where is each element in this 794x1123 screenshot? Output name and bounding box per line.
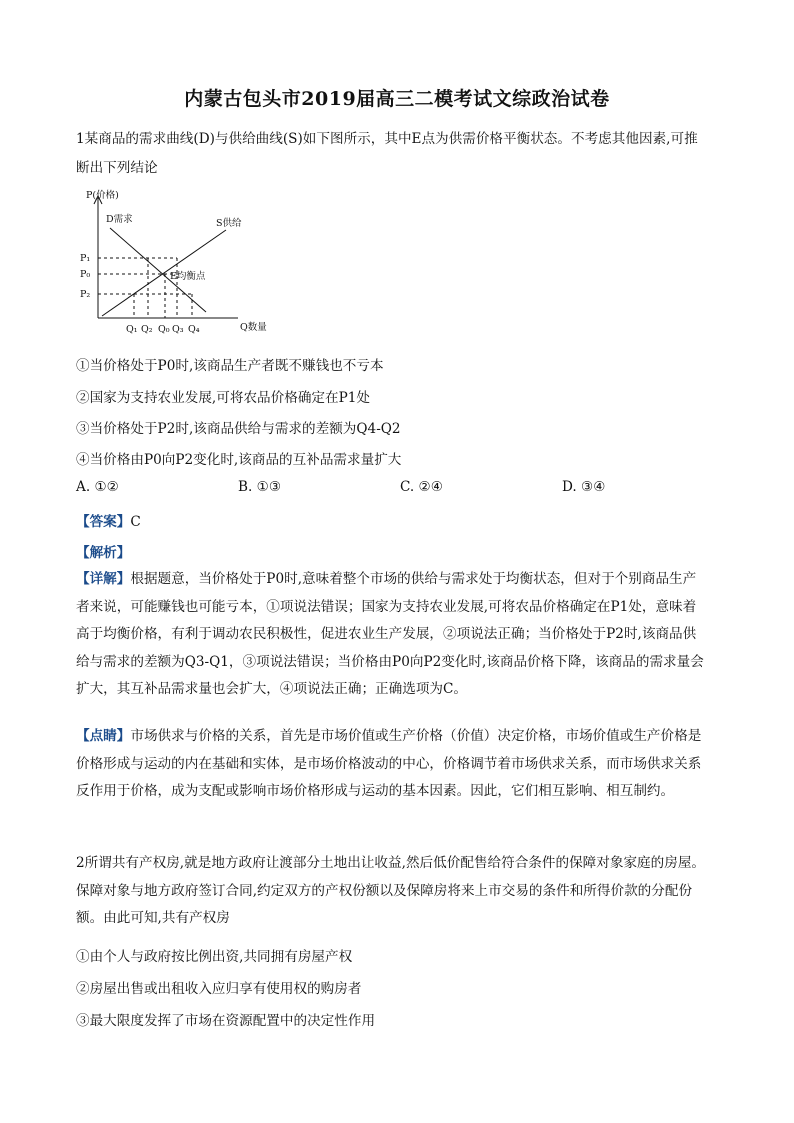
q2-stem-line-3: 额。由此可知,共有产权房 <box>76 910 230 926</box>
analysis-line <box>76 541 130 561</box>
q2-statement-2: ②房屋出售或出租收入应归享有使用权的购房者 <box>76 981 362 997</box>
tip-line-2: 价格形成与运动的内在基础和实体，是市场价格波动的中心，价格调节着市场供求关系，而市场供求关系 <box>76 755 702 772</box>
option-a: A. ①② <box>76 479 119 495</box>
q2-stem-line-1: 2所谓共有产权房,就是地方政府让渡部分土地出让收益,然后低价配售给符合条件的保障对象家庭的房屋。 <box>76 855 706 871</box>
detail-line-1: 根据题意，当价格处于P0时,意味着整个市场的供给与需求处于均衡状态，但对于个别商品生产 <box>130 571 697 587</box>
q1-stem-line-1: 1某商品的需求曲线(D)与供给曲线(S)如下图所示，其中E点为供需价格平衡状态。不考虑其他因素,可推 <box>76 131 698 147</box>
q2-stem-line-2: 保障对象与地方政府签订合同,约定双方的产权份额以及保障房将来上市交易的条件和所得价款的分配份 <box>76 882 693 899</box>
demand-curve <box>110 228 206 312</box>
y-tick-p2: P₂ <box>80 289 91 300</box>
option-d: D. ③④ <box>562 479 606 495</box>
q2-stem <box>76 850 726 933</box>
q2-statement-3: ③最大限度发挥了市场在资源配置中的决定性作用 <box>76 1013 376 1029</box>
detail-line-5: 扩大，其互补品需求量也会扩大，④项说法正确；正确选项为C。 <box>76 681 468 697</box>
detail-line-4: 给与需求的差额为Q3-Q1，③项说法错误；当价格由P0向P2变化时,该商品价格下降，该商品的需求量会 <box>76 653 704 670</box>
q1-statement-2: ②国家为支持农业发展,可将农品价格确定在P1处 <box>76 390 370 406</box>
y-tick-p0: P₀ <box>80 269 91 280</box>
detail-tag: 【详解】 <box>76 571 131 587</box>
tip-line-1: 市场供求与价格的关系，首先是市场价值或生产价格（价值）决定价格，市场价值或生产价格是 <box>130 728 702 744</box>
detail-line-2: 者来说，可能赚钱也可能亏本，①项说法错误；国家为支持农业发展,可将农品价格确定在P1处，意味着 <box>76 598 697 615</box>
q1-statement-1: ①当价格处于P0时,该商品生产者既不赚钱也不亏本 <box>76 358 384 374</box>
supply-demand-chart <box>78 186 278 338</box>
x-axis-label: Q数量 <box>240 322 267 333</box>
q1-stem-line-2: 断出下列结论 <box>76 160 158 176</box>
x-tick-q0: Q₀ <box>158 324 170 335</box>
y-tick-p1: P₁ <box>80 253 91 264</box>
answer-value: C <box>130 514 141 530</box>
equilibrium-label: E均衡点 <box>170 271 206 282</box>
supply-label: S供给 <box>216 218 242 229</box>
y-axis-label: P(价格) <box>86 190 119 201</box>
analysis-tag: 【解析】 <box>76 545 131 561</box>
option-b: B. ①③ <box>238 479 282 495</box>
x-tick-q4: Q₄ <box>188 324 200 335</box>
page-title: 内蒙古包头市2019届高三二模考试文综政治试卷 <box>184 88 610 110</box>
detail-paragraph <box>76 566 726 704</box>
q2-statement-1: ①由个人与政府按比例出资,共同拥有房屋产权 <box>76 949 353 965</box>
x-tick-q1: Q₁ <box>126 324 138 335</box>
tip-tag: 【点睛】 <box>76 728 131 744</box>
q1-options <box>76 479 716 499</box>
option-c: C. ②④ <box>400 479 443 495</box>
q1-statement-3: ③当价格处于P2时,该商品供给与需求的差额为Q4-Q2 <box>76 421 401 437</box>
supply-curve <box>102 230 226 316</box>
detail-line-3: 高于均衡价格，有利于调动农民积极性，促进农业生产发展，②项说法正确；当价格处于P2时,该商品供 <box>76 626 697 642</box>
x-tick-q3: Q₃ <box>172 324 184 335</box>
tip-paragraph <box>76 723 726 806</box>
x-tick-q2: Q₂ <box>141 324 153 335</box>
answer-line <box>76 510 141 530</box>
answer-tag: 【答案】 <box>76 514 131 530</box>
tip-line-3: 反作用于价格，成为支配或影响市场价格形成与运动的基本因素。因此，它们相互影响、相互制约。 <box>76 783 675 799</box>
demand-label: D需求 <box>106 214 133 225</box>
q1-statement-4: ④当价格由P0向P2变化时,该商品的互补品需求量扩大 <box>76 452 402 468</box>
